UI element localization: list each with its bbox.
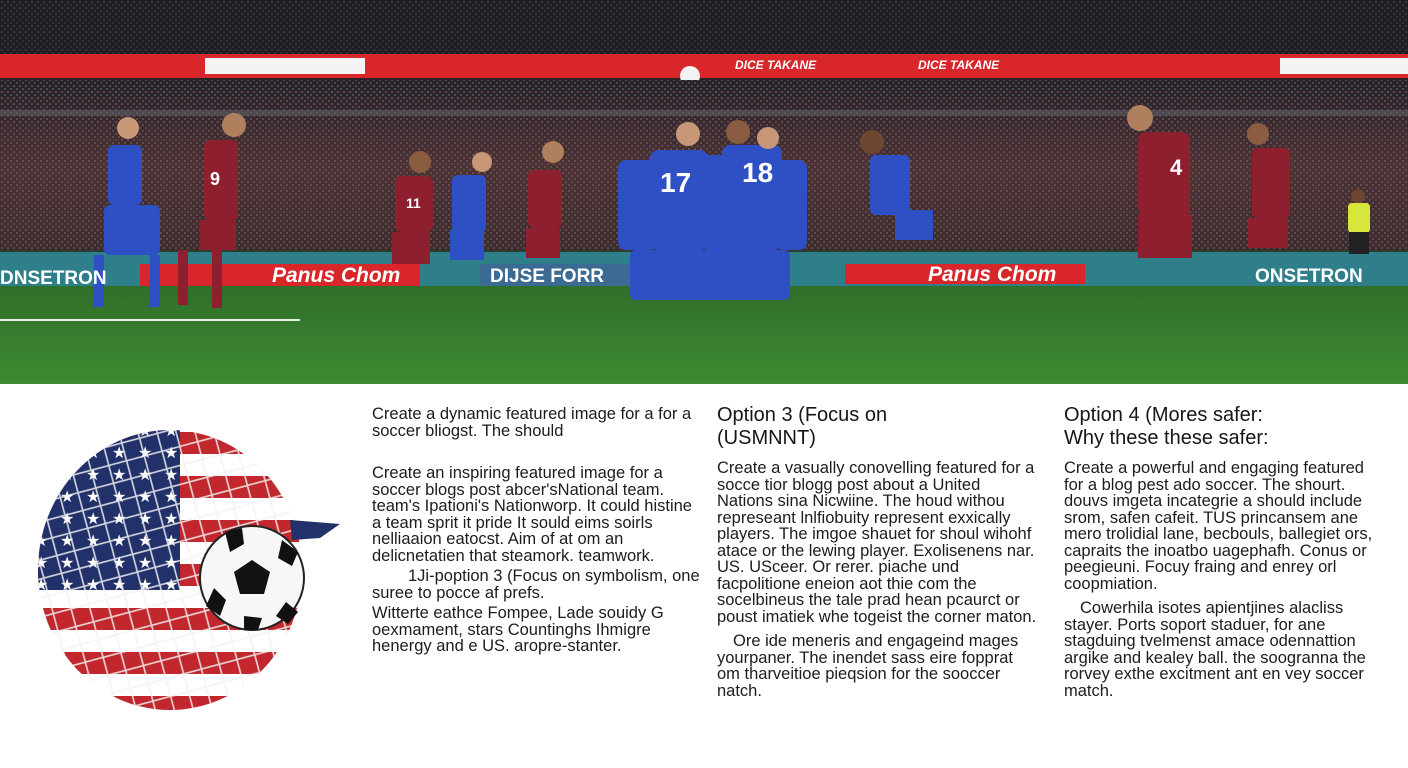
ad-board-center-left: Panus Chom [272,264,401,287]
flag-soccer-ball-icon [30,420,360,720]
jersey-number-4: 4 [1170,155,1183,180]
column3-heading: Option 4 (Mores safer: Why these these safer: [1064,404,1269,449]
ad-board-left: DNSETRON [0,268,107,289]
column2-paragraph-2: Ore ide meneris and engageind mages yourpaner. The inendet sass eire fopprat om tharveitioe pieqsion for the sooccer natch. [717,632,1019,700]
column1-paragraph-1: Create a dynamic featured image for a for a soccer bliogst. The should [372,405,692,440]
column-option-3 [717,404,1037,699]
column3-paragraph-2: Cowerhila isotes apientjines alacliss stayer. Ports soport staduer, for ane stagduing tvelmenst amace odennattion argike and kealey ball. the soogranna the rorvey exthe excitment ant en vey soccer match. [1064,599,1366,700]
jersey-number-9: 9 [210,169,221,189]
jersey-number-18: 18 [742,157,774,188]
ad-board-center: DIJSE FORR [490,266,605,287]
column1-paragraph-4: Witterte eathce Fompee, Lade souidy G oexmament, stars Countinghs Ihmigre henergy and e US. aropre-stanter. [372,604,664,655]
ribbon-text-right: DICE TAKANE [918,58,1000,72]
column3-paragraph-1: Create a powerful and engaging featured for a blog pest ado soccer. The shourt. douvs imgeta incategrie a should include srom, safen cafeit. TUS princansem ane mero trolidial lane, becbouls, ballegiet ors, capraits the inoatbo uagephafh. Conus or peegieuni. Focuy fraing and enrey orl coopmiation. [1064,459,1373,593]
pitch [0,286,1408,384]
column1-paragraph-2: Create an inspiring featured image for a soccer blogs post abcer'sNational team. team's Ipationi's Nationworp. It could histine a team sprit it pride It sould eims soirls nelliaaion eatocst. Aim of at om an delicnetatien that steamork. teamwork. [372,464,692,565]
jersey-number-11: 11 [406,195,421,211]
column1-paragraph-3: 1Ji-poption 3 (Focus on symbolism, one suree to pocce af prefs. [372,567,700,602]
jersey-number-17: 17 [660,167,692,198]
column-option-4 [1064,404,1386,699]
ad-board-right: ONSETRON [1255,266,1363,287]
column2-paragraph-1: Create a vasually conovelling featured for a socce tior blogg post about a United Nations sina Nicwiine. The houd withou represeant lnlfiobuity represent exxically players. The imgoe shauet for shoul wihohf atace or the lewing player. Exolisenens nar. US. USceer. Or rerer. piache und facpolitione eneion aot thie com the socelbineus the tale prad hean pcaurct or poust imatiek whe togeist the corner maton. [717,459,1037,626]
column-option-1 [372,404,702,655]
ribbon-text-left: DICE TAKANE [735,58,817,72]
ad-board-center-right: Panus Chom [928,263,1057,286]
column2-heading: Option 3 (Focus on (USMNNT) [717,404,888,449]
